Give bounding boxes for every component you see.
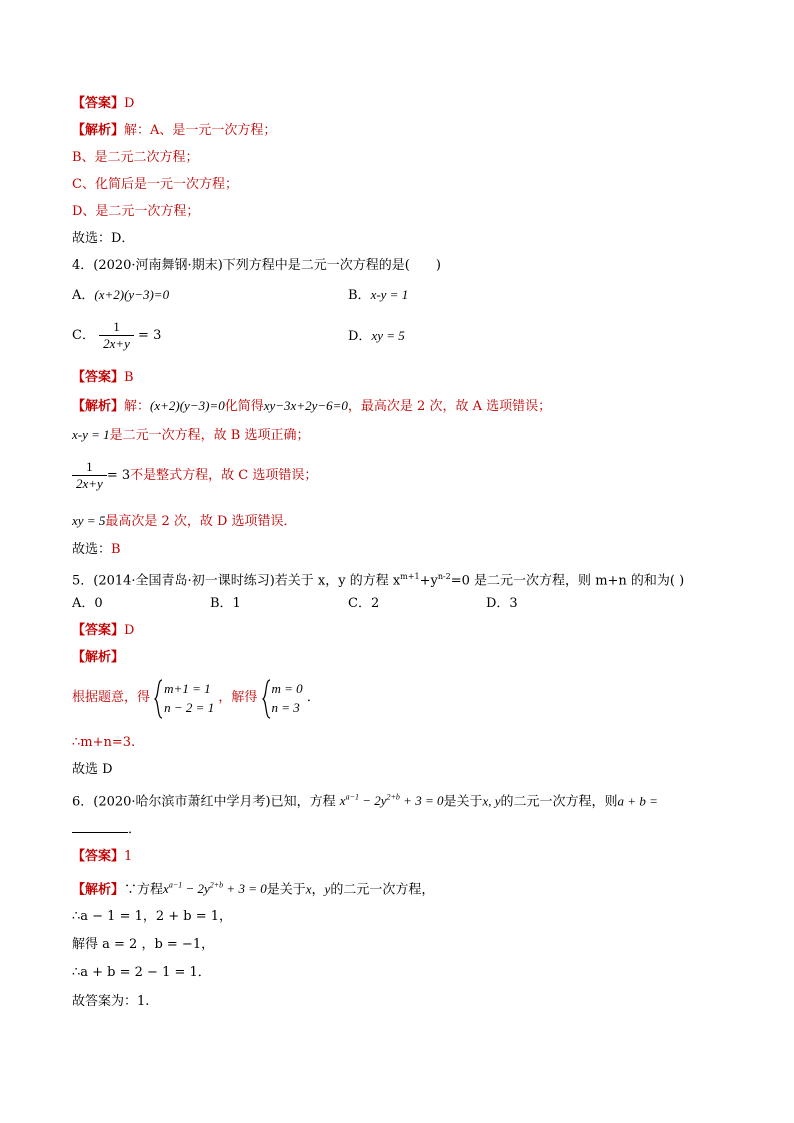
equation-system: m = 0 n = 3 bbox=[262, 679, 303, 717]
q4-analysis-line-1: 【解析】解：(x+2)(y−3)=0化简得xy−3x+2y−6=0，最高次是 2 次，故 A 选项错误； bbox=[72, 398, 552, 414]
fraction: $\frac{1}{2x+y}$ bbox=[72, 459, 107, 492]
answer-value: B bbox=[124, 370, 134, 385]
q6-analysis-line-1: 【解析】∵方程$x^{a-1} - 2y^{2+b} + 3 = 0$是关于x，y的二元一次方程， bbox=[72, 881, 435, 898]
equation-system: m+1 = 1 n − 2 = 1 bbox=[154, 679, 214, 717]
option-label: A． bbox=[72, 288, 95, 303]
q6-analysis-line-3: 解得 a = 2 ，b = −1， bbox=[72, 937, 215, 952]
option-label: B． bbox=[348, 288, 371, 303]
answer-tag: 【答案】 bbox=[72, 623, 125, 638]
q6-analysis-line-5: 故答案为：1. bbox=[72, 994, 150, 1009]
q4-option-d bbox=[348, 326, 405, 347]
q6-analysis-line-4: ∴a + b = 2 − 1 = 1． bbox=[72, 965, 211, 980]
answer-value: D bbox=[124, 623, 135, 638]
q5-answer bbox=[72, 621, 134, 641]
fraction: $\frac{1}{2x+y}$ bbox=[99, 319, 134, 352]
q6-stem: 6．(2020·哈尔滨市萧红中学月考)已知，方程 $x^{a-1} - 2y^{2+b} + 3 = 0$是关于x, y的二元一次方程，则a + b = bbox=[72, 793, 658, 810]
analysis-text: 解：A、是一元一次方程； bbox=[124, 123, 277, 138]
q3-analysis-line-2: B、是二元二次方程； bbox=[72, 150, 199, 165]
q6-analysis-line-2: ∴a − 1 = 1，2 + b = 1， bbox=[72, 909, 233, 924]
answer-value: 1 bbox=[124, 849, 133, 864]
q5-option-d: D．3 bbox=[486, 596, 518, 611]
answer-blank bbox=[72, 818, 128, 833]
analysis-tag: 【解析】 bbox=[72, 882, 125, 898]
option-expr: xy = 5 bbox=[371, 328, 405, 343]
q4-option-b bbox=[348, 285, 408, 306]
q5-option-c: C．2 bbox=[348, 596, 380, 611]
q4-option-a bbox=[72, 285, 169, 306]
option-expr: = 3 bbox=[138, 328, 162, 343]
q4-answer bbox=[72, 368, 134, 388]
q5-analysis-tag: 【解析】 bbox=[72, 650, 125, 665]
answer-tag: 【答案】 bbox=[72, 96, 125, 111]
q5-analysis-system: 根据题意，得 m+1 = 1 n − 2 = 1 ，解得 m = 0 n = 3 ． bbox=[72, 676, 320, 720]
q5-choose: 故选 D bbox=[72, 762, 113, 777]
answer-tag: 【答案】 bbox=[72, 849, 125, 864]
option-label: C． bbox=[72, 328, 95, 343]
analysis-tag: 【解析】 bbox=[72, 123, 125, 138]
analysis-tag: 【解析】 bbox=[72, 399, 125, 414]
q5-option-a: A．0 bbox=[72, 596, 103, 611]
q6-answer bbox=[72, 847, 132, 867]
answer-value: D bbox=[124, 96, 135, 111]
q4-choose: 故选：B bbox=[72, 542, 121, 557]
q4-analysis-line-3: $\frac{1}{2x+y}$ = 3不是整式方程，故 C 选项错误； bbox=[72, 456, 317, 496]
q4-analysis-line-2: x-y = 1是二元一次方程，故 B 选项正确； bbox=[72, 427, 310, 443]
q4-option-c bbox=[72, 316, 161, 356]
q6-blank: ． bbox=[72, 818, 141, 840]
q4-analysis-line-4: xy = 5最高次是 2 次，故 D 选项错误． bbox=[72, 513, 297, 529]
q3-analysis-line-3: C、化简后是一元一次方程； bbox=[72, 177, 238, 192]
answer-tag: 【答案】 bbox=[72, 370, 125, 385]
q4-stem: 4．(2020·河南舞钢·期末)下列方程中是二元一次方程的是( ) bbox=[72, 258, 441, 273]
q3-analysis-line-4: D、是二元一次方程； bbox=[72, 204, 200, 219]
q3-answer bbox=[72, 94, 134, 114]
q3-analysis-line-1 bbox=[72, 121, 276, 141]
option-expr: x-y = 1 bbox=[370, 287, 409, 302]
q3-choose: 故选：D． bbox=[72, 231, 135, 246]
option-expr: (x+2)(y−3)=0 bbox=[94, 287, 170, 302]
q5-stem: 5．(2014·全国青岛·初一课时练习)若关于 x，y 的方程 $x^{m+1}+y^{n-2}=0$ 是二元一次方程，则 m+n 的和为( ) bbox=[72, 572, 685, 589]
option-label: D． bbox=[348, 329, 372, 344]
q5-therefore: ∴m+n=3. bbox=[72, 735, 136, 750]
q5-option-b: B．1 bbox=[210, 596, 241, 611]
